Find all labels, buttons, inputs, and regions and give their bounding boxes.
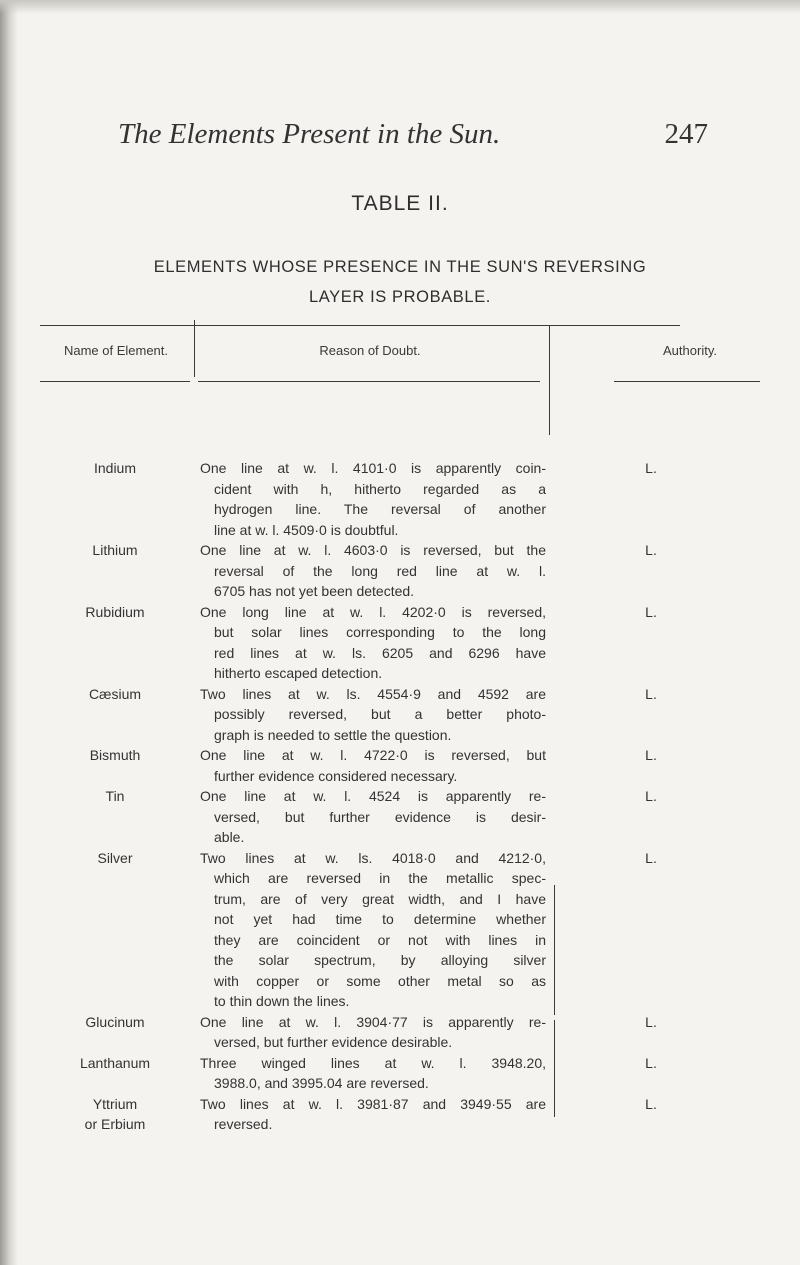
reason-line: they are coincident or not with lines in: [214, 931, 546, 948]
element-name: Rubidium: [85, 603, 145, 620]
reason-line: 3988.0, and 3995.04 are reversed.: [214, 1075, 429, 1091]
table-row: [0, 602, 800, 684]
authority: L.: [645, 685, 657, 702]
reason-line: the solar spectrum, by alloying silver: [214, 952, 546, 968]
authority: L.: [645, 1054, 657, 1071]
table-row: [0, 745, 800, 786]
reason-line: One line at w. l. 4603·0 is reversed, but the: [200, 542, 546, 558]
reason-of-doubt: [200, 602, 546, 684]
table-title: TABLE II.: [351, 192, 449, 215]
reason-line: to thin down the lines.: [214, 993, 350, 1009]
reason-line: One line at w. l. 4101·0 is apparently coin-: [200, 460, 546, 476]
authority: L.: [645, 1095, 657, 1112]
reason-of-doubt: [200, 745, 546, 786]
element-name: Glucinum: [85, 1013, 145, 1030]
header-bottom-rule-name: [40, 381, 190, 382]
table-row: [0, 458, 800, 540]
reason-line: but solar lines corresponding to the long: [214, 624, 546, 640]
reason-line: hydrogen line. The reversal of another: [214, 501, 546, 517]
table-row: [0, 684, 800, 746]
reason-line: not yet had time to determine whether: [214, 911, 546, 927]
element-name: Lithium: [92, 542, 138, 558]
element-name: Yttrium or Erbium: [84, 1095, 146, 1132]
reason-line: with copper or some other metal so as: [214, 972, 546, 989]
authority: L.: [645, 788, 657, 804]
reason-line: One line at w. l. 4524 is apparently re-: [200, 788, 546, 804]
element-name: Bismuth: [89, 747, 141, 763]
element-name: Tin: [105, 788, 125, 804]
table-row: [0, 1012, 800, 1053]
authority: L.: [645, 1013, 657, 1030]
reason-line: line at w. l. 4509·0 is doubtful.: [214, 521, 399, 538]
reason-line: further evidence considered necessary.: [214, 767, 458, 784]
column-header-authority: Authority.: [663, 343, 717, 358]
element-name: Cæsium: [88, 685, 142, 702]
reason-of-doubt: [200, 1053, 546, 1094]
reason-line: Two lines at w. l. 3981·87 and 3949·55 are: [200, 1095, 546, 1112]
authority: L.: [645, 460, 657, 476]
reason-line: Two lines at w. ls. 4018·0 and 4212·0,: [200, 849, 546, 866]
column-header-name: Name of Element.: [63, 343, 169, 358]
reason-line: One line at w. l. 3904·77 is apparently re-: [200, 1013, 546, 1030]
reason-line: trum, are of very great width, and I have: [214, 890, 546, 907]
table-row: [0, 540, 800, 602]
element-name: Lanthanum: [79, 1054, 151, 1071]
authority: L.: [645, 747, 657, 763]
running-title: The Elements Present in the Sun.: [118, 118, 501, 150]
table-row: [0, 848, 800, 1012]
column-header-reason: Reason of Doubt.: [319, 343, 421, 358]
reason-line: One long line at w. l. 4202·0 is reversed,: [200, 603, 546, 620]
reason-of-doubt: [200, 684, 546, 746]
reason-of-doubt: [200, 1094, 546, 1135]
page-header: [118, 118, 708, 158]
table-caption: [40, 252, 760, 312]
header-bottom-rule-reason: [198, 381, 540, 382]
table-row: [0, 1053, 800, 1094]
header-divider-1: [194, 320, 195, 377]
reason-line: reversed.: [214, 1116, 273, 1132]
reason-line: 6705 has not yet been detected.: [214, 583, 415, 599]
reason-line: versed, but further evidence desirable.: [214, 1034, 453, 1050]
page-number: 247: [664, 118, 708, 150]
reason-line: reversal of the long red line at w. l.: [214, 562, 546, 579]
header-divider-2: [549, 325, 550, 435]
page-top-shadow: [0, 0, 800, 14]
reason-of-doubt: [200, 540, 546, 602]
caption-line-1: ELEMENTS WHOSE PRESENCE IN THE SUN'S REVERSING: [153, 258, 647, 276]
reason-of-doubt: [200, 786, 546, 848]
authority: L.: [645, 542, 657, 558]
reason-line: versed, but further evidence is desir-: [214, 808, 546, 825]
header-bottom-rule-authority: [614, 381, 760, 382]
element-name: Silver: [97, 849, 133, 866]
reason-line: hitherto escaped detection.: [214, 665, 383, 681]
reason-line: red lines at w. ls. 6205 and 6296 have: [214, 644, 546, 661]
reason-line: possibly reversed, but a better photo-: [214, 706, 546, 722]
reason-line: cident with h, hitherto regarded as a: [214, 480, 546, 497]
element-name: Indium: [93, 460, 137, 476]
authority: L.: [645, 849, 657, 866]
table-body: [0, 458, 800, 1135]
authority: L.: [645, 603, 657, 620]
table-top-rule: [40, 325, 680, 326]
reason-of-doubt: [200, 1012, 546, 1053]
reason-line: which are reversed in the metallic spec-: [214, 870, 546, 886]
reason-line: graph is needed to settle the question.: [214, 726, 452, 743]
caption-line-2: LAYER IS PROBABLE.: [309, 288, 491, 306]
reason-of-doubt: [200, 848, 546, 1012]
reason-line: able.: [214, 829, 245, 845]
reason-of-doubt: [200, 458, 546, 540]
reason-line: Two lines at w. ls. 4554·9 and 4592 are: [200, 685, 546, 702]
table-row: [0, 786, 800, 848]
reason-line: Three winged lines at w. l. 3948.20,: [200, 1054, 546, 1071]
table-row: [0, 1094, 800, 1135]
reason-line: One line at w. l. 4722·0 is reversed, but: [200, 747, 546, 763]
